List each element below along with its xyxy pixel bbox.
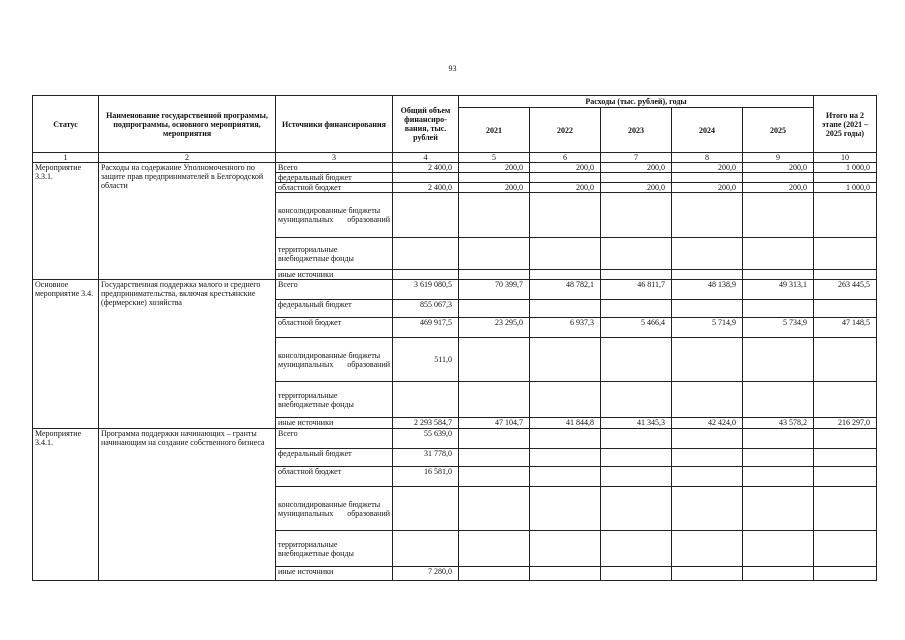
value-cell: 2 293 584,7: [393, 418, 459, 429]
value-cell: [672, 487, 743, 531]
value-cell: [814, 193, 877, 238]
value-cell: [601, 467, 672, 487]
column-index: 3: [276, 153, 393, 163]
header-stage-total: Итого на 2 этапе (2021 – 2025 годы): [814, 96, 877, 153]
value-cell: [601, 338, 672, 382]
value-cell: [601, 270, 672, 280]
source-cell: территориальные внебюджетные фонды: [276, 382, 393, 418]
value-cell: 216 297,0: [814, 418, 877, 429]
value-cell: [672, 173, 743, 183]
value-cell: [672, 531, 743, 567]
value-cell: 46 811,7: [601, 280, 672, 300]
value-cell: 1 000,0: [814, 163, 877, 173]
value-cell: [601, 193, 672, 238]
source-label: консолидированные бюджеты: [278, 499, 381, 509]
value-cell: [743, 487, 814, 531]
column-index: 6: [530, 153, 601, 163]
value-cell: [814, 338, 877, 382]
source-cell: областной бюджет: [276, 183, 393, 193]
value-cell: [814, 429, 877, 449]
value-cell: 5 714,9: [672, 318, 743, 338]
value-cell: [672, 300, 743, 318]
value-cell: [814, 300, 877, 318]
value-cell: [530, 382, 601, 418]
value-cell: [459, 531, 530, 567]
column-index: 2: [99, 153, 276, 163]
value-cell: [672, 270, 743, 280]
financing-table: [32, 95, 877, 581]
row-name: Государственная поддержка малого и среднего предпринимательства, включая крестьянские (фермерские) хозяйства: [99, 280, 276, 429]
value-cell: [459, 238, 530, 270]
value-cell: [743, 270, 814, 280]
value-cell: [530, 238, 601, 270]
value-cell: [459, 449, 530, 467]
value-cell: [601, 173, 672, 183]
value-cell: [672, 467, 743, 487]
source-cell: иные источники: [276, 418, 393, 429]
source-cell: Всего: [276, 429, 393, 449]
value-cell: [459, 173, 530, 183]
value-cell: [459, 270, 530, 280]
value-cell: 6 937,3: [530, 318, 601, 338]
value-cell: 3 619 080,5: [393, 280, 459, 300]
value-cell: 43 578,2: [743, 418, 814, 429]
value-cell: [672, 338, 743, 382]
value-cell: 47 104,7: [459, 418, 530, 429]
value-cell: [672, 382, 743, 418]
table-row: [33, 280, 877, 300]
value-cell: [601, 300, 672, 318]
value-cell: [601, 449, 672, 467]
source-cell: иные источники: [276, 567, 393, 581]
column-index: 7: [601, 153, 672, 163]
value-cell: [530, 487, 601, 531]
value-cell: [672, 567, 743, 581]
value-cell: [459, 467, 530, 487]
value-cell: [601, 567, 672, 581]
source-label: муниципальных образований: [278, 508, 390, 518]
header-name: Наименование государственной программы, подпрограммы, основного мероприятия, мероприятия: [99, 96, 276, 153]
column-index: 8: [672, 153, 743, 163]
header-status: Статус: [33, 96, 99, 153]
column-index: 9: [743, 153, 814, 163]
source-cell: иные источники: [276, 270, 393, 280]
value-cell: [459, 429, 530, 449]
source-cell: территориальные внебюджетные фонды: [276, 531, 393, 567]
value-cell: [743, 300, 814, 318]
value-cell: [743, 531, 814, 567]
value-cell: [814, 382, 877, 418]
value-cell: [530, 467, 601, 487]
value-cell: 2 400,0: [393, 183, 459, 193]
value-cell: 48 782,1: [530, 280, 601, 300]
value-cell: [743, 173, 814, 183]
row-status: Мероприятие 3.3.1.: [33, 163, 99, 280]
value-cell: [393, 173, 459, 183]
value-cell: 200,0: [672, 183, 743, 193]
value-cell: 70 399,7: [459, 280, 530, 300]
value-cell: [601, 382, 672, 418]
value-cell: [814, 238, 877, 270]
value-cell: [601, 429, 672, 449]
value-cell: [530, 270, 601, 280]
value-cell: 47 148,5: [814, 318, 877, 338]
value-cell: [530, 567, 601, 581]
header-year: 2023: [601, 108, 672, 153]
header-sources: Источники финансирования: [276, 96, 393, 153]
table-row: [33, 429, 877, 449]
header-total: Общий объем финансиро-вания, тыс. рублей: [393, 96, 459, 153]
row-status: Основное мероприятие 3.4.: [33, 280, 99, 429]
value-cell: [393, 193, 459, 238]
value-cell: 55 639,0: [393, 429, 459, 449]
value-cell: [530, 429, 601, 449]
value-cell: 200,0: [459, 183, 530, 193]
value-cell: 200,0: [459, 163, 530, 173]
source-cell: [276, 338, 393, 382]
value-cell: [672, 429, 743, 449]
source-cell: [276, 487, 393, 531]
value-cell: [393, 531, 459, 567]
value-cell: 1 000,0: [814, 183, 877, 193]
source-cell: Всего: [276, 280, 393, 300]
value-cell: [672, 238, 743, 270]
source-label: муниципальных образований: [278, 215, 390, 224]
value-cell: 31 778,0: [393, 449, 459, 467]
value-cell: [814, 531, 877, 567]
header-year: 2024: [672, 108, 743, 153]
value-cell: 49 313,1: [743, 280, 814, 300]
value-cell: [459, 300, 530, 318]
value-cell: [814, 567, 877, 581]
value-cell: [814, 487, 877, 531]
row-status: Мероприятие 3.4.1.: [33, 429, 99, 581]
value-cell: 41 844,8: [530, 418, 601, 429]
source-cell: областной бюджет: [276, 467, 393, 487]
value-cell: [393, 487, 459, 531]
column-index: 4: [393, 153, 459, 163]
value-cell: [672, 449, 743, 467]
source-label: консолидированные бюджеты: [278, 350, 381, 360]
source-cell: [276, 193, 393, 238]
value-cell: [601, 531, 672, 567]
value-cell: 200,0: [672, 163, 743, 173]
source-label: муниципальных образований: [278, 359, 390, 369]
column-index: 10: [814, 153, 877, 163]
value-cell: [814, 467, 877, 487]
value-cell: [530, 531, 601, 567]
value-cell: 5 466,4: [601, 318, 672, 338]
value-cell: [459, 567, 530, 581]
value-cell: [393, 382, 459, 418]
value-cell: [743, 567, 814, 581]
value-cell: [459, 487, 530, 531]
value-cell: [530, 338, 601, 382]
column-index: 5: [459, 153, 530, 163]
source-cell: федеральный бюджет: [276, 173, 393, 183]
value-cell: [530, 449, 601, 467]
value-cell: [743, 429, 814, 449]
value-cell: [814, 270, 877, 280]
value-cell: 511,0: [393, 338, 459, 382]
value-cell: 200,0: [601, 183, 672, 193]
value-cell: 263 445,5: [814, 280, 877, 300]
row-name: Программа поддержки начинающих – гранты начинающим на создание собственного бизнеса: [99, 429, 276, 581]
value-cell: 48 138,9: [672, 280, 743, 300]
value-cell: 7 280,0: [393, 567, 459, 581]
source-cell: федеральный бюджет: [276, 449, 393, 467]
row-name: Расходы на содержание Уполномоченного по защите прав предпринимателей в Белгородской области: [99, 163, 276, 280]
value-cell: [393, 238, 459, 270]
value-cell: 855 067,3: [393, 300, 459, 318]
value-cell: [743, 238, 814, 270]
value-cell: [743, 382, 814, 418]
value-cell: 200,0: [530, 163, 601, 173]
column-index: 1: [33, 153, 99, 163]
value-cell: 200,0: [743, 183, 814, 193]
value-cell: [814, 449, 877, 467]
value-cell: [459, 193, 530, 238]
value-cell: 42 424,0: [672, 418, 743, 429]
source-cell: федеральный бюджет: [276, 300, 393, 318]
value-cell: [530, 173, 601, 183]
value-cell: [601, 487, 672, 531]
value-cell: [672, 193, 743, 238]
table-row: [33, 163, 877, 173]
value-cell: [530, 193, 601, 238]
value-cell: 16 581,0: [393, 467, 459, 487]
page-number: 93: [448, 64, 457, 73]
value-cell: [459, 338, 530, 382]
value-cell: [530, 300, 601, 318]
value-cell: [814, 173, 877, 183]
value-cell: [743, 449, 814, 467]
value-cell: [743, 467, 814, 487]
value-cell: 200,0: [743, 163, 814, 173]
source-label: консолидированные бюджеты: [278, 206, 381, 215]
column-index-row: [33, 153, 877, 163]
value-cell: [393, 270, 459, 280]
value-cell: 2 400,0: [393, 163, 459, 173]
header-year: 2022: [530, 108, 601, 153]
value-cell: 5 734,9: [743, 318, 814, 338]
value-cell: 23 295,0: [459, 318, 530, 338]
header-year: 2021: [459, 108, 530, 153]
value-cell: [459, 382, 530, 418]
value-cell: 469 917,5: [393, 318, 459, 338]
value-cell: [743, 338, 814, 382]
header-year: 2025: [743, 108, 814, 153]
header-expenses: Расходы (тыс. рублей), годы: [459, 96, 814, 108]
value-cell: [601, 238, 672, 270]
value-cell: 200,0: [530, 183, 601, 193]
value-cell: 200,0: [601, 163, 672, 173]
source-cell: Всего: [276, 163, 393, 173]
source-cell: территориальные внебюджетные фонды: [276, 238, 393, 270]
value-cell: 41 345,3: [601, 418, 672, 429]
value-cell: [743, 193, 814, 238]
source-cell: областной бюджет: [276, 318, 393, 338]
